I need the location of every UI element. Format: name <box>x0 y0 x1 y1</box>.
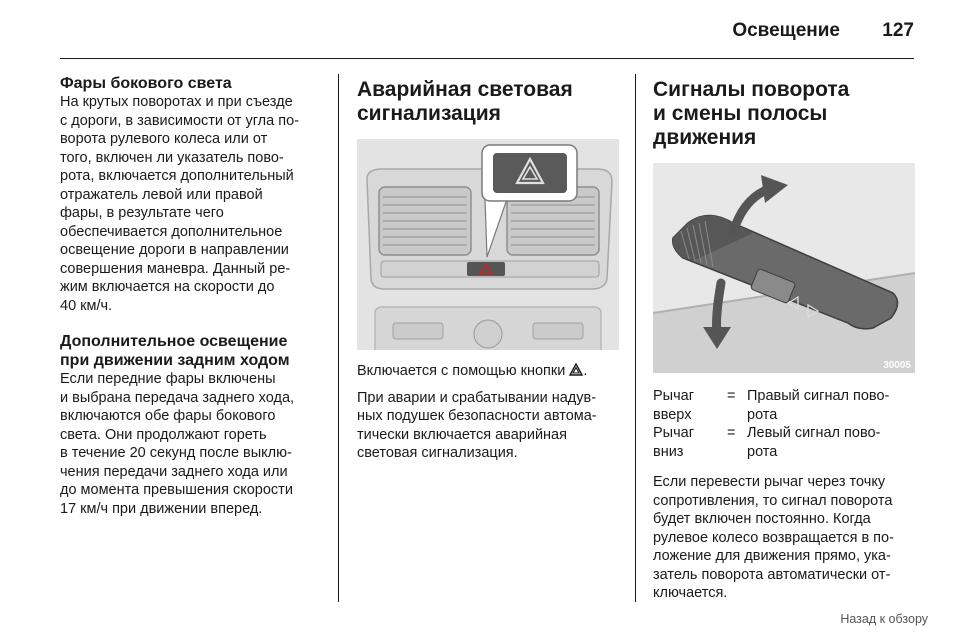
figure-number: 30005 <box>883 360 911 371</box>
hazard-triangle-icon <box>569 363 583 376</box>
hazard-paragraph: При аварии и срабатывании надув- ных подушек безопасности автома- тически включается аварийная световая сигнализация. <box>357 389 597 461</box>
page-header <box>60 14 914 59</box>
column-divider <box>338 74 339 602</box>
definition-lever-down: Рычаг вниз = Левый сигнал пово- рота <box>653 425 881 460</box>
section-heading-turn-signals: Сигналы поворота и смены полосы движения <box>653 78 850 149</box>
reverse-lighting-paragraph: Если передние фары включены и выбрана передача заднего хода, включаются обе фары бокового света. Они продолжают гореть в течение 20 секунд после выклю- чения передачи заднего хода или до момента превышения скорости 17 км/ч при движении вперед. <box>60 371 295 517</box>
turn-signal-lever-illustration <box>653 163 915 373</box>
page-number: 127 <box>882 20 914 41</box>
hazard-button-illustration <box>357 139 619 350</box>
lever-drawing <box>653 163 915 373</box>
definition-lever-up: Рычаг вверх = Правый сигнал пово- рота <box>653 388 890 423</box>
section-heading-hazard: Аварийная световая сигнализация <box>357 78 573 125</box>
column-middle <box>357 74 623 463</box>
column-left <box>60 74 326 518</box>
hazard-caption: Включается с помощью кнопки . <box>357 363 588 379</box>
dashboard-vents-drawing <box>357 139 619 350</box>
side-lights-paragraph: На крутых поворотах и при съезде с дороги, в зависимости от угла по- ворота рулевого колеса или от того, включен ли указатель пово- рота, включается дополнительный отражатель левой или правой фары, в результате чего обеспечивается дополнительное освещение дороги в направлении совершения маневра. Данный ре- жим включается на скорости до 40 км/ч. <box>60 94 299 314</box>
column-divider <box>635 74 636 602</box>
section-heading-side-lights: Фары бокового света <box>60 75 232 92</box>
turn-signal-paragraph: Если перевести рычаг через точку сопротивления, то сигнал поворота будет включен постоянно. Когда рулевое колесо возвращается в по- ложение для движения прямо, ука- затель поворота автоматически от- ключается. <box>653 474 894 601</box>
back-to-overview-link[interactable]: Назад к обзору <box>840 612 928 626</box>
column-right <box>653 74 919 603</box>
lever-definitions <box>653 387 919 461</box>
page-title: Освещение <box>732 20 840 41</box>
section-heading-reverse-lighting: Дополнительное освещение при движении задним ходом <box>60 333 290 369</box>
